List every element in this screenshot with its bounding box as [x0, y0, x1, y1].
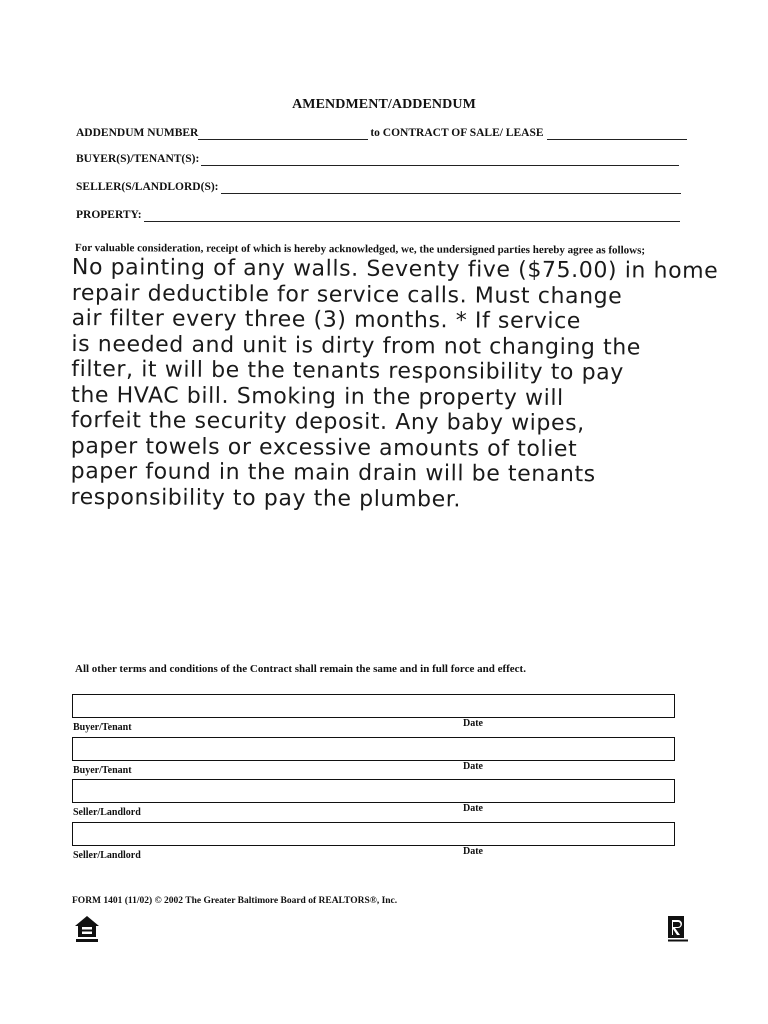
- property-label: PROPERTY:: [76, 209, 142, 221]
- buyer-signature-label-1: Buyer/Tenant: [73, 722, 132, 733]
- property-field[interactable]: [144, 209, 680, 222]
- seller-row: [76, 181, 681, 194]
- buyer-row: [76, 153, 679, 166]
- seller-signature-box-1[interactable]: [72, 779, 675, 803]
- handwritten-line: responsibility to pay the plumber.: [70, 484, 462, 512]
- seller-label: SELLER(S/LANDLORD(S):: [76, 181, 219, 193]
- handwritten-line: paper towels or excessive amounts of toliet: [70, 433, 578, 462]
- buyer-signature-box-2[interactable]: [72, 737, 675, 761]
- seller-signature-label-2: Seller/Landlord: [73, 850, 141, 861]
- consideration-statement: For valuable consideration, receipt of which is hereby acknowledged, we, the undersigned parties hereby agree as follows;: [74, 242, 646, 257]
- closing-statement: All other terms and conditions of the Contract shall remain the same and in full force and effect.: [75, 663, 526, 675]
- handwritten-line: filter, it will be the tenants responsibility to pay: [71, 356, 624, 386]
- seller-date-label-1: Date: [463, 803, 483, 814]
- contract-label: to CONTRACT OF SALE/ LEASE: [370, 127, 544, 139]
- contract-field[interactable]: [547, 127, 687, 140]
- handwritten-line: forfeit the security deposit. Any baby wipes,: [70, 407, 585, 437]
- form-footer: FORM 1401 (11/02) © 2002 The Greater Baltimore Board of REALTORS®, Inc.: [72, 896, 398, 906]
- buyer-label: BUYER(S)/TENANT(S):: [76, 153, 200, 165]
- handwritten-terms: [70, 255, 762, 514]
- buyer-signature-label-2: Buyer/Tenant: [73, 765, 132, 776]
- handwritten-line: No painting of any walls. Seventy five ($75.00) in home: [71, 255, 719, 284]
- seller-date-label-2: Date: [463, 846, 483, 857]
- seller-signature-box-2[interactable]: [72, 822, 675, 846]
- buyer-field[interactable]: [201, 153, 679, 166]
- addendum-number-field[interactable]: [198, 127, 368, 140]
- handwritten-line: air filter every three (3) months. * If service: [71, 305, 582, 335]
- handwritten-line: the HVAC bill. Smoking in the property will: [71, 382, 564, 411]
- addendum-number-label: ADDENDUM NUMBER: [76, 127, 199, 139]
- seller-signature-label-1: Seller/Landlord: [73, 807, 141, 818]
- buyer-date-label-1: Date: [463, 718, 483, 729]
- seller-field[interactable]: [221, 181, 681, 194]
- realtor-logo-icon: [667, 915, 689, 943]
- handwritten-line: paper found in the main drain will be tenants: [70, 458, 596, 488]
- handwritten-line: is needed and unit is dirty from not changing the: [71, 331, 642, 360]
- buyer-date-label-2: Date: [463, 761, 483, 772]
- handwritten-line: repair deductible for service calls. Must change: [71, 280, 623, 309]
- form-title: AMENDMENT/ADDENDUM: [292, 97, 476, 112]
- equal-housing-opportunity-icon: [74, 915, 100, 943]
- property-row: [76, 209, 680, 222]
- buyer-signature-box-1[interactable]: [72, 694, 675, 718]
- addendum-number-row: [76, 127, 687, 140]
